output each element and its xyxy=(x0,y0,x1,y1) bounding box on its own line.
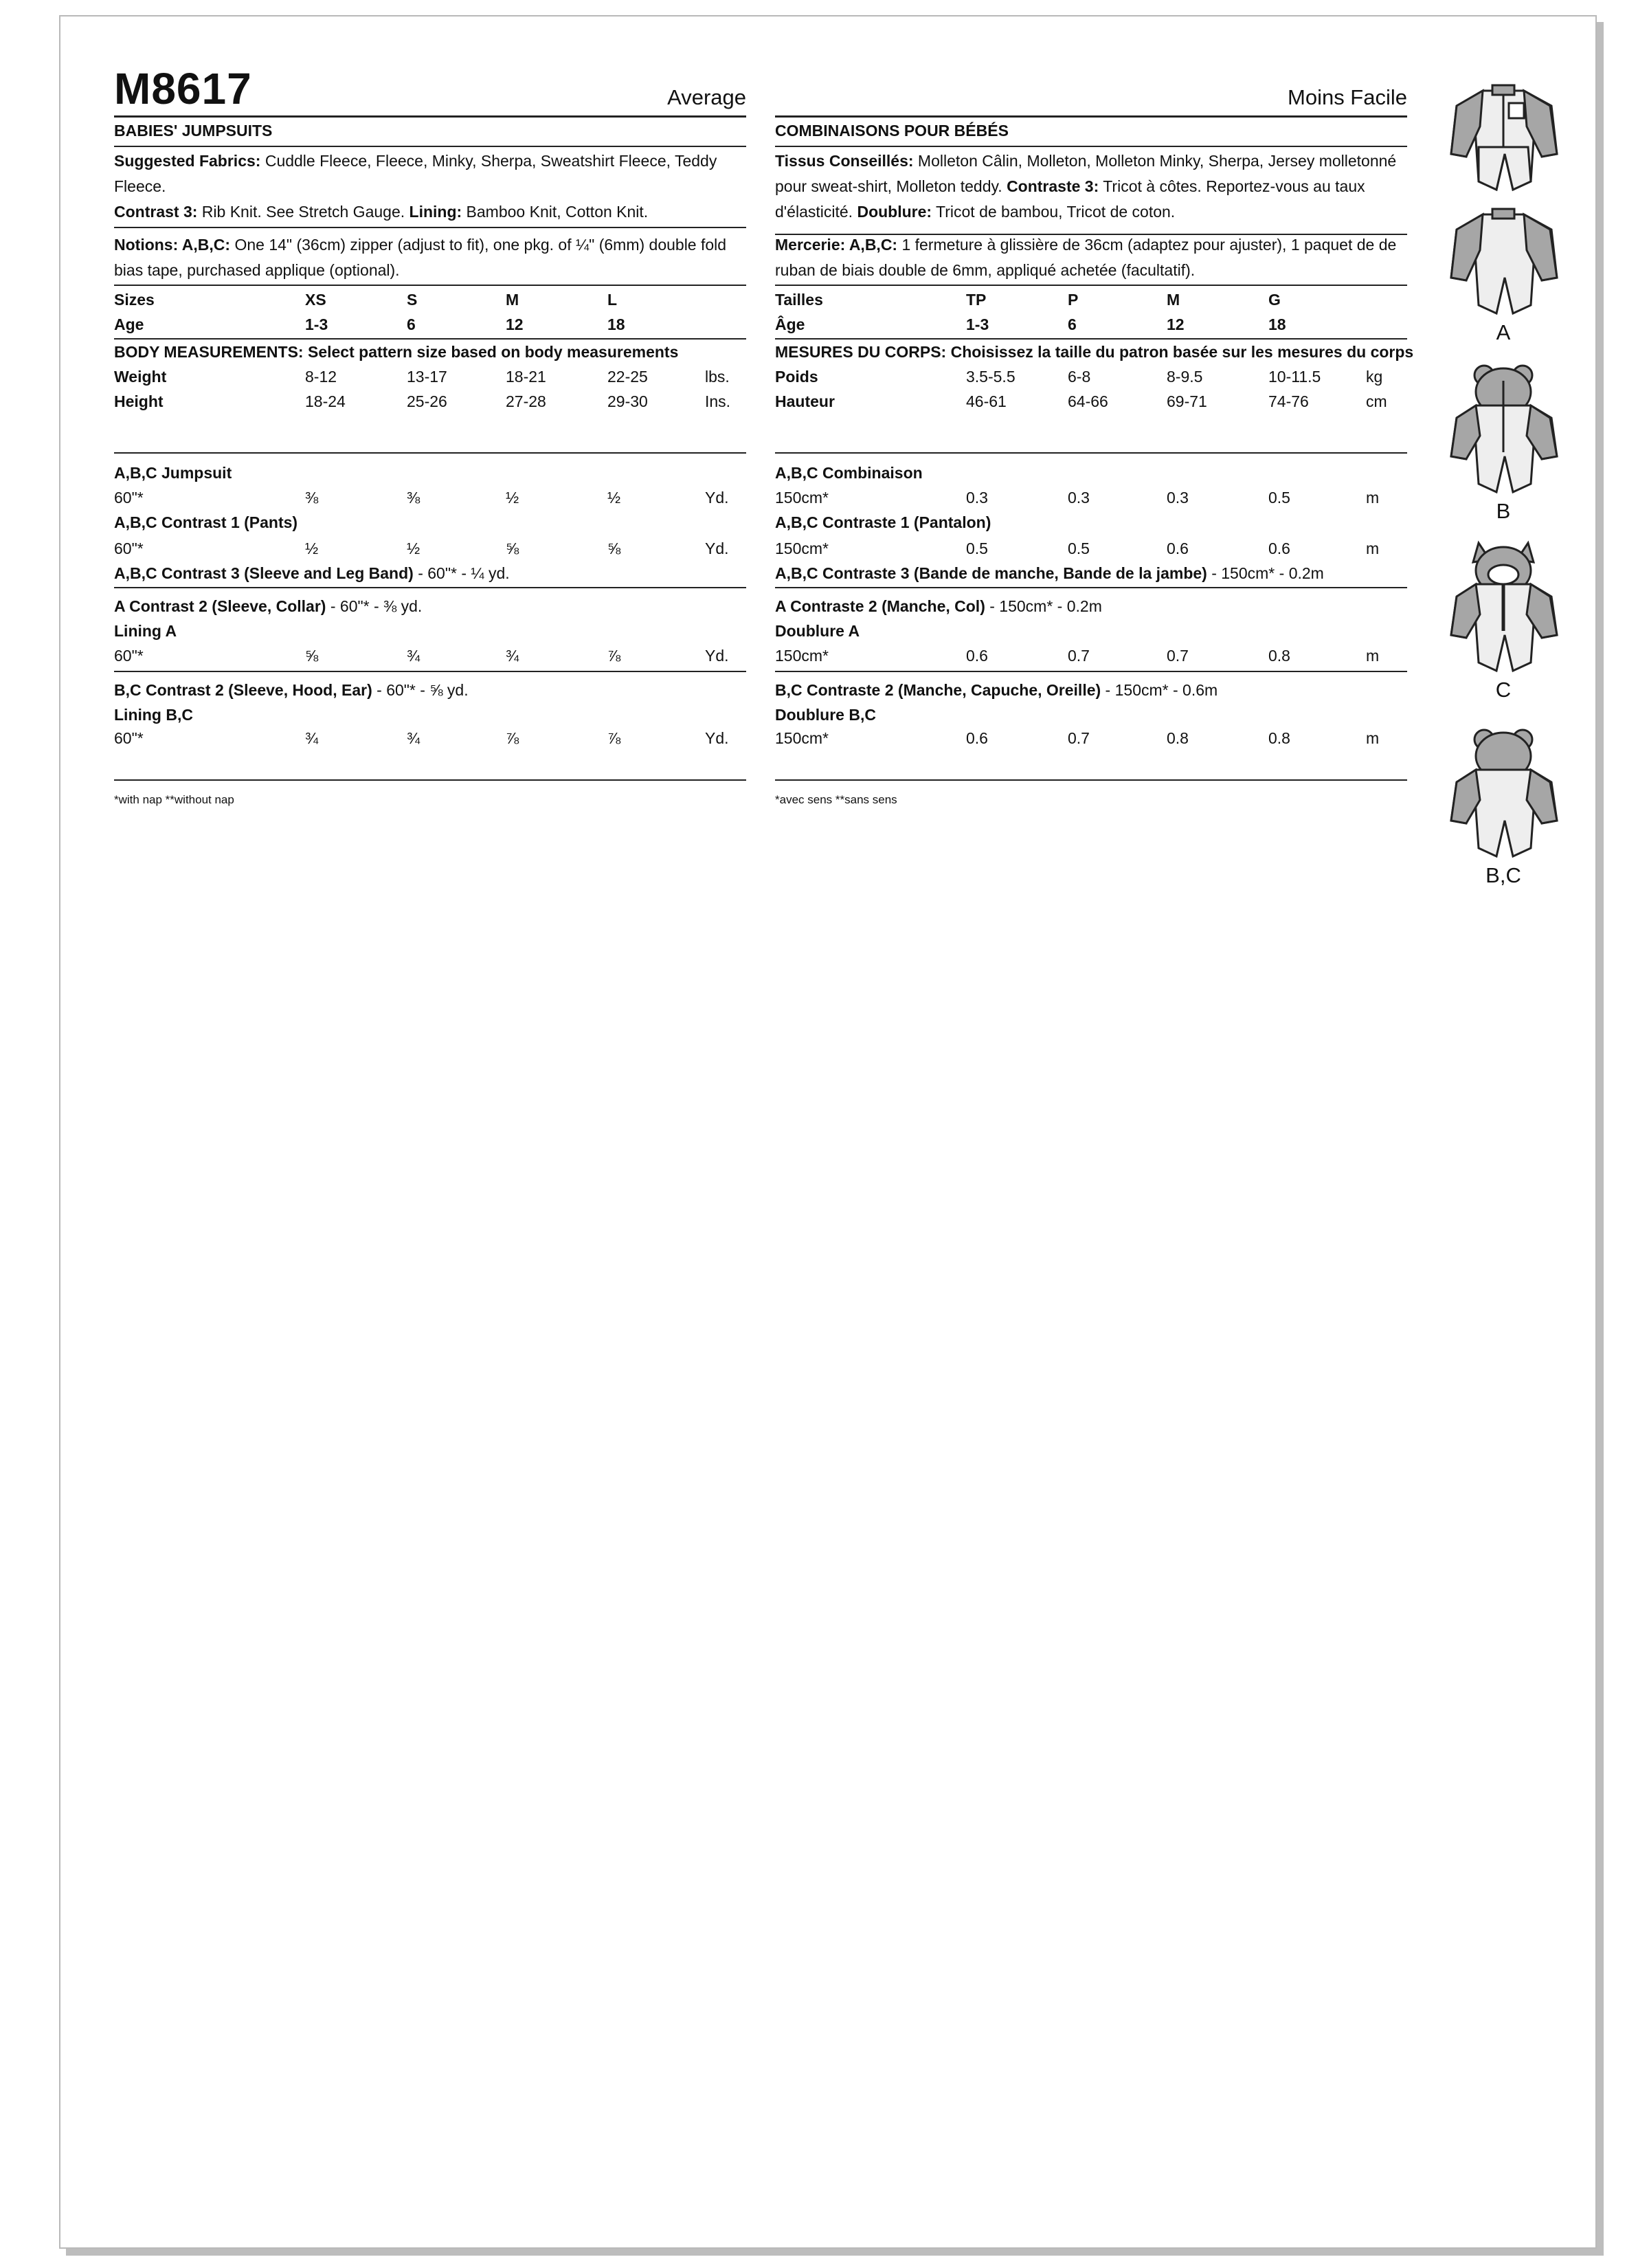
yardage-row xyxy=(775,726,1407,751)
age-row xyxy=(114,312,746,337)
value-cell: 0.5 xyxy=(966,540,988,557)
age-cell: 18 xyxy=(607,315,625,333)
divider xyxy=(775,587,1407,588)
fabrics-text: Cuddle Fleece, Fleece, Minky, Sherpa, Sweatshirt Fleece, Teddy Fleece. xyxy=(114,152,717,195)
jumpsuit-view-a-icon xyxy=(1442,78,1565,195)
fabric-width: 150cm* xyxy=(775,647,829,665)
weight-row xyxy=(114,364,746,389)
value-cell: ⅞ xyxy=(607,647,621,665)
fabrics-label: Tissus Conseillés: xyxy=(775,152,914,170)
unit-cell: Yd. xyxy=(705,489,729,507)
lining-label: Doublure: xyxy=(857,203,932,221)
value-cell: 29-30 xyxy=(607,392,648,410)
contrast3-row xyxy=(114,561,746,586)
contrast2-a-row xyxy=(114,594,746,619)
contrast2-label: B,C Contraste 2 (Manche, Capuche, Oreille) xyxy=(775,681,1101,699)
contrast3-row xyxy=(775,561,1407,586)
view-label: B,C xyxy=(1485,863,1521,887)
contrast3-label: Contraste 3: xyxy=(1007,177,1099,195)
value-cell: 0.3 xyxy=(1167,489,1189,507)
yardage-row xyxy=(775,643,1407,668)
unit-cell: m xyxy=(1366,647,1380,665)
value-cell: 0.3 xyxy=(1068,489,1090,507)
value-cell: ¾ xyxy=(305,729,319,747)
unit-cell: Yd. xyxy=(705,540,729,557)
fabrics-text: Molleton Câlin, Molleton, Molleton Minky, Sherpa, Jersey molletonné pour sweat-shirt, Molleton teddy. xyxy=(775,152,1397,195)
value-cell: 6-8 xyxy=(1068,368,1091,386)
body-measurements-heading: MESURES DU CORPS: Choisissez la taille du patron basée sur les mesures du corps xyxy=(775,343,1414,361)
footnote: *with nap **without nap xyxy=(114,793,234,806)
value-cell: ⅞ xyxy=(607,729,621,747)
value-cell: ⅜ xyxy=(305,489,319,507)
contrast3-label: A,B,C Contraste 3 (Bande de manche, Bande de la jambe) xyxy=(775,564,1207,582)
body-measurements-heading: BODY MEASUREMENTS: Select pattern size based on body measurements xyxy=(114,343,679,361)
contrast2-value: - 150cm* - 0.6m xyxy=(1101,681,1218,699)
lining-bc-label: Doublure B,C xyxy=(775,706,876,724)
age-row xyxy=(775,312,1407,337)
divider xyxy=(775,115,1407,118)
jumpsuit-view-c-icon xyxy=(1442,539,1565,676)
unit-cell: m xyxy=(1366,489,1380,507)
row-label: Hauteur xyxy=(775,392,835,410)
fabric-width: 60"* xyxy=(114,729,144,747)
divider xyxy=(114,452,746,454)
fabric-width: 150cm* xyxy=(775,540,829,557)
difficulty-level: Average xyxy=(667,85,746,109)
value-cell: 13-17 xyxy=(407,368,447,386)
age-cell: 6 xyxy=(1068,315,1077,333)
value-cell: ¾ xyxy=(506,647,519,665)
value-cell: 8-12 xyxy=(305,368,337,386)
value-cell: ½ xyxy=(305,540,319,557)
value-cell: ½ xyxy=(607,489,621,507)
value-cell: ⅝ xyxy=(506,540,519,557)
value-cell: ¾ xyxy=(407,647,420,665)
size-cell: P xyxy=(1068,291,1079,309)
contrast2-label: A Contraste 2 (Manche, Col) xyxy=(775,597,985,615)
yardage-row xyxy=(114,726,746,751)
unit-cell: kg xyxy=(1366,368,1383,386)
lining-a-label: Doublure A xyxy=(775,622,860,640)
divider xyxy=(114,671,746,672)
jumpsuit-label: A,B,C Jumpsuit xyxy=(114,464,232,482)
size-cell: G xyxy=(1268,291,1281,309)
contrast2-value: - 60"* - ⅝ yd. xyxy=(372,681,469,699)
sizes-row xyxy=(775,287,1407,312)
notions-paragraph xyxy=(775,232,1407,283)
value-cell: 25-26 xyxy=(407,392,447,410)
jumpsuit-label: A,B,C Combinaison xyxy=(775,464,923,482)
weight-row xyxy=(775,364,1407,389)
value-cell: 0.8 xyxy=(1167,729,1189,747)
size-cell: XS xyxy=(305,291,326,309)
unit-cell: cm xyxy=(1366,392,1387,410)
contrast3-text: Tricot à côtes. Reportez-vous au taux d'élasticité. xyxy=(775,177,1365,221)
value-cell: 27-28 xyxy=(506,392,546,410)
divider xyxy=(114,115,746,118)
yardage-row xyxy=(114,643,746,668)
pattern-title: COMBINAISONS POUR BÉBÉS xyxy=(775,122,1009,140)
divider xyxy=(775,146,1407,147)
fabrics-paragraph xyxy=(114,148,746,225)
value-cell: 8-9.5 xyxy=(1167,368,1203,386)
value-cell: 22-25 xyxy=(607,368,648,386)
footnote: *avec sens **sans sens xyxy=(775,793,897,806)
divider xyxy=(775,452,1407,454)
fabric-width: 150cm* xyxy=(775,729,829,747)
value-cell: ⅝ xyxy=(607,540,621,557)
jumpsuit-view-bc-icon xyxy=(1442,724,1565,862)
height-row xyxy=(114,389,746,414)
notions-text: One 14" (36cm) zipper (adjust to fit), one pkg. of ¼" (6mm) double fold bias tape, purchased applique (optional). xyxy=(114,236,727,279)
value-cell: 64-66 xyxy=(1068,392,1108,410)
notions-text: 1 fermeture à glissière de 36cm (adaptez pour ajuster), 1 paquet de de ruban de biais double de 6mm, appliqué achetée (facultatif). xyxy=(775,236,1397,279)
yardage-row xyxy=(114,536,746,561)
contrast2-value: - 60"* - ⅜ yd. xyxy=(326,597,423,615)
row-label: Sizes xyxy=(114,291,155,309)
value-cell: ⅜ xyxy=(407,489,420,507)
divider xyxy=(775,779,1407,781)
value-cell: 69-71 xyxy=(1167,392,1207,410)
value-cell: ⅝ xyxy=(305,647,319,665)
age-cell: 6 xyxy=(407,315,416,333)
value-cell: ¾ xyxy=(407,729,420,747)
divider xyxy=(775,285,1407,286)
notions-label: Mercerie: A,B,C: xyxy=(775,236,898,254)
row-label: Height xyxy=(114,392,164,410)
contrast3-label: A,B,C Contrast 3 (Sleeve and Leg Band) xyxy=(114,564,414,582)
size-cell: S xyxy=(407,291,418,309)
row-label: Poids xyxy=(775,368,818,386)
pattern-number: M8617 xyxy=(114,64,252,113)
divider xyxy=(114,779,746,781)
lining-text: Tricot de bambou, Tricot de coton. xyxy=(932,203,1176,221)
view-label: C xyxy=(1495,678,1512,702)
value-cell: ⅞ xyxy=(506,729,519,747)
yardage-row xyxy=(775,536,1407,561)
size-cell: L xyxy=(607,291,618,309)
value-cell: 0.6 xyxy=(1167,540,1189,557)
value-cell: 3.5-5.5 xyxy=(966,368,1016,386)
value-cell: 0.7 xyxy=(1068,647,1090,665)
notions-label: Notions: A,B,C: xyxy=(114,236,231,254)
lining-a-label: Lining A xyxy=(114,622,177,640)
fabric-width: 60"* xyxy=(114,540,144,557)
value-cell: ½ xyxy=(407,540,420,557)
row-label: Tailles xyxy=(775,291,823,309)
value-cell: 74-76 xyxy=(1268,392,1309,410)
unit-cell: lbs. xyxy=(705,368,730,386)
fabrics-label: Suggested Fabrics: xyxy=(114,152,261,170)
fabric-width: 60"* xyxy=(114,489,144,507)
value-cell: 0.7 xyxy=(1167,647,1189,665)
value-cell: 0.8 xyxy=(1268,729,1290,747)
contrast2-label: A Contrast 2 (Sleeve, Collar) xyxy=(114,597,326,615)
contrast2-bc-row xyxy=(114,678,746,702)
fabric-width: 150cm* xyxy=(775,489,829,507)
value-cell: 10-11.5 xyxy=(1268,368,1321,386)
height-row xyxy=(775,389,1407,414)
jumpsuit-view-b-icon xyxy=(1442,360,1565,498)
value-cell: 0.5 xyxy=(1068,540,1090,557)
row-label: Weight xyxy=(114,368,167,386)
divider xyxy=(114,587,746,588)
contrast3-label: Contrast 3: xyxy=(114,203,198,221)
unit-cell: m xyxy=(1366,540,1380,557)
size-cell: TP xyxy=(966,291,987,309)
unit-cell: m xyxy=(1366,729,1380,747)
value-cell: 18-21 xyxy=(506,368,546,386)
notions-paragraph xyxy=(114,232,746,283)
value-cell: 0.8 xyxy=(1268,647,1290,665)
row-label: Âge xyxy=(775,315,805,333)
fabric-width: 60"* xyxy=(114,647,144,665)
lining-bc-label: Lining B,C xyxy=(114,706,193,724)
lining-label: Lining: xyxy=(409,203,462,221)
age-cell: 1-3 xyxy=(305,315,328,333)
jumpsuit-view-a-back-icon xyxy=(1442,202,1565,319)
fabrics-paragraph xyxy=(775,148,1407,225)
view-label: A xyxy=(1496,320,1511,344)
contrast3-value: - 60"* - ¼ yd. xyxy=(413,564,510,582)
value-cell: 0.5 xyxy=(1268,489,1290,507)
contrast2-label: B,C Contrast 2 (Sleeve, Hood, Ear) xyxy=(114,681,372,699)
sizes-row xyxy=(114,287,746,312)
view-label: B xyxy=(1496,499,1511,523)
contrast1-label: A,B,C Contraste 1 (Pantalon) xyxy=(775,513,991,531)
yardage-row xyxy=(775,485,1407,510)
lining-text: Bamboo Knit, Cotton Knit. xyxy=(462,203,649,221)
divider xyxy=(114,146,746,147)
unit-cell: Ins. xyxy=(705,392,731,410)
contrast3-text: Rib Knit. See Stretch Gauge. xyxy=(197,203,410,221)
contrast1-label: A,B,C Contrast 1 (Pants) xyxy=(114,513,298,531)
age-cell: 1-3 xyxy=(966,315,989,333)
divider xyxy=(114,285,746,286)
contrast2-value: - 150cm* - 0.2m xyxy=(985,597,1102,615)
value-cell: 0.3 xyxy=(966,489,988,507)
size-cell: M xyxy=(1167,291,1180,309)
contrast2-a-row xyxy=(775,594,1407,619)
value-cell: 46-61 xyxy=(966,392,1007,410)
pattern-envelope-back xyxy=(59,15,1597,2249)
value-cell: 0.6 xyxy=(1268,540,1290,557)
unit-cell: Yd. xyxy=(705,729,729,747)
contrast2-bc-row xyxy=(775,678,1407,702)
pattern-title: BABIES' JUMPSUITS xyxy=(114,122,273,140)
value-cell: 0.7 xyxy=(1068,729,1090,747)
value-cell: ½ xyxy=(506,489,519,507)
yardage-row xyxy=(114,485,746,510)
difficulty-level: Moins Facile xyxy=(1288,85,1407,109)
contrast3-value: - 150cm* - 0.2m xyxy=(1207,564,1324,582)
divider xyxy=(775,671,1407,672)
age-cell: 12 xyxy=(1167,315,1185,333)
size-cell: M xyxy=(506,291,519,309)
value-cell: 0.6 xyxy=(966,729,988,747)
age-cell: 18 xyxy=(1268,315,1286,333)
unit-cell: Yd. xyxy=(705,647,729,665)
age-cell: 12 xyxy=(506,315,524,333)
value-cell: 0.6 xyxy=(966,647,988,665)
value-cell: 18-24 xyxy=(305,392,346,410)
row-label: Age xyxy=(114,315,144,333)
divider xyxy=(114,227,746,228)
